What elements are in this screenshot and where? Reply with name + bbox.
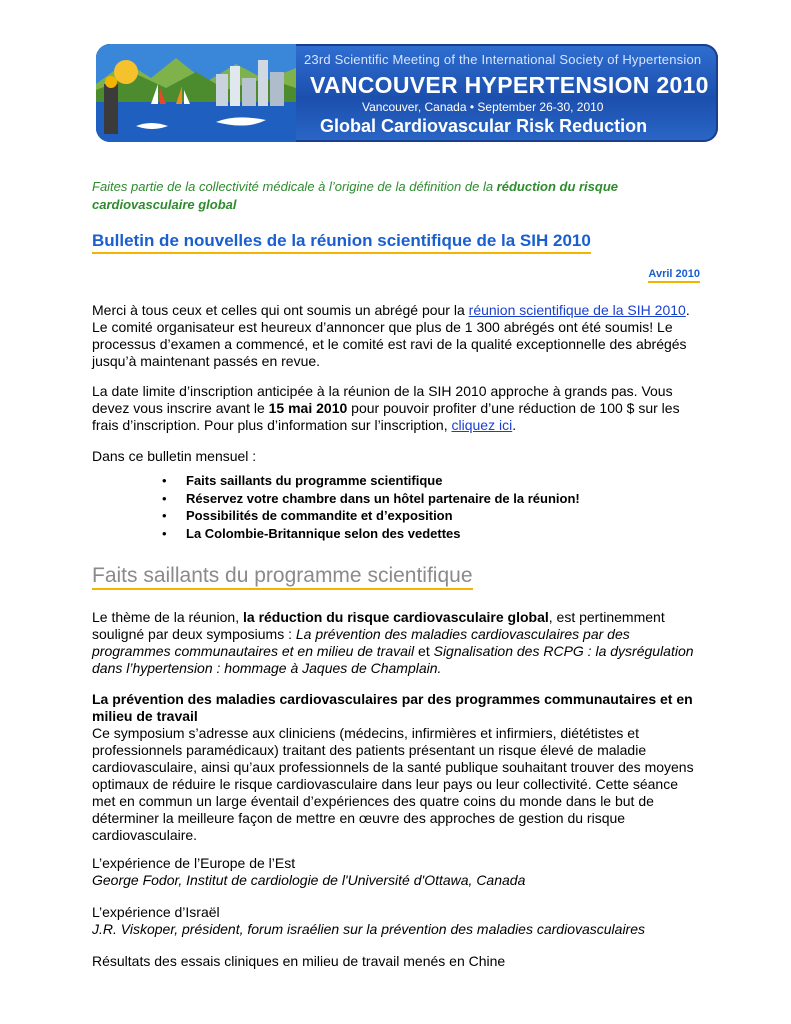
symposium-1-name: La prévention des maladies cardiovasculaires par des programmes communautaires et en milieu de travail [92, 626, 630, 659]
talk-title: L’expérience d’Israël [92, 904, 220, 920]
bulletin-title: Bulletin de nouvelles de la réunion scientifique de la SIH 2010 [92, 230, 591, 254]
registration-text-c: . [512, 417, 517, 433]
symposium-2-name: Signalisation des RCPG : la dysrégulation dans l’hypertension : hommage à Jaques de Champlain. [92, 643, 694, 676]
summary-item: • Possibilités de commandite et d’exposition [92, 507, 700, 525]
section-title: Faits saillants du programme scientifique [92, 564, 473, 590]
summary-item: • La Colombie-Britannique selon des vedettes [92, 525, 700, 543]
registration-paragraph [92, 383, 700, 434]
click-here-link[interactable]: cliquez ici [451, 417, 513, 433]
section-heading-wrap [92, 564, 700, 590]
deadline-date: 15 mai 2010 [268, 400, 348, 416]
tagline [92, 178, 700, 214]
newsletter-date: Avril 2010 [648, 267, 700, 283]
conference-banner [96, 44, 718, 142]
banner-theme: Global Cardiovascular Risk Reduction [320, 116, 648, 136]
banner-text [296, 44, 718, 142]
vancouver-skyline-illustration [96, 44, 296, 142]
talk-speaker: J.R. Viskoper, président, forum israélien sur la prévention des maladies cardiovasculaires [92, 921, 646, 937]
symposium-title: La prévention des maladies cardiovasculaires par des programmes communautaires et en milieu de travail [92, 691, 693, 724]
talk-title: L’expérience de l’Europe de l’Est [92, 855, 296, 871]
summary-list [92, 472, 700, 542]
banner-meeting-line: 23rd Scientific Meeting of the International Society of Hypertension [304, 52, 702, 67]
registration-text-b: pour pouvoir profiter d’une réduction de 100 $ sur les frais d’inscription. Pour plus d’information sur l’inscription, [92, 400, 680, 433]
theme-text-b: , est pertinemment souligné par deux symposiums : [92, 609, 665, 642]
talk-title: Résultats des essais cliniques en milieu de travail menés en Chine [92, 953, 506, 969]
intro-paragraph [92, 302, 700, 370]
intro-text-a: Merci à tous ceux et celles qui ont soumis un abrégé pour la [92, 302, 469, 318]
banner-location-date: Vancouver, Canada • September 26-30, 2010 [362, 100, 604, 114]
summary-intro: Dans ce bulletin mensuel : [92, 448, 257, 464]
talk-speaker: George Fodor, Institut de cardiologie de l'Université d'Ottawa, Canada [92, 872, 526, 888]
symposium-body: Ce symposium s’adresse aux cliniciens (médecins, infirmières et infirmiers, diététistes et professionnels paramédicaux) traitant des patients présentant un risque élevé de maladie cardiovasculaire, ainsi qu’aux professionnels de la santé publique souhaitant trouver des moyens optimaux de réduire le risque cardiovasculaire dans leur pays ou leur collectivité. Cette séance met en commun un large éventail d’expériences des quatre coins du monde dans le but de déterminer la meilleure façon de mettre en œuvre des approches de gestion du risque cardiovasculaire. [92, 725, 694, 843]
theme-bold: la réduction du risque cardiovasculaire global [243, 609, 549, 625]
meeting-link[interactable]: réunion scientifique de la SIH 2010 [468, 302, 686, 318]
theme-text-c: et [414, 643, 434, 659]
theme-text-a: Le thème de la réunion, [92, 609, 243, 625]
summary-item: • Réservez votre chambre dans un hôtel partenaire de la réunion! [92, 490, 700, 508]
summary-item: • Faits saillants du programme scientifique [92, 472, 700, 490]
intro-text-b: . Le comité organisateur est heureux d’annoncer que plus de 1 300 abrégés ont été soumis! Le processus d’examen a commencé, et le comité est ravi de la qualité exceptionnelle des abrégés jusqu’à maintenant passés en revue. [92, 302, 690, 369]
registration-text-a: La date limite d’inscription anticipée à la réunion de la SIH 2010 approche à grands pas. Vous devez vous inscrire avant le [92, 383, 673, 416]
banner-title: VANCOUVER HYPERTENSION 2010 [310, 72, 709, 98]
theme-paragraph [92, 609, 700, 677]
tagline-text: Faites partie de la collectivité médicale à l’origine de la définition de la [92, 179, 497, 194]
tagline-bold: réduction du risque cardiovasculaire global [92, 179, 619, 212]
